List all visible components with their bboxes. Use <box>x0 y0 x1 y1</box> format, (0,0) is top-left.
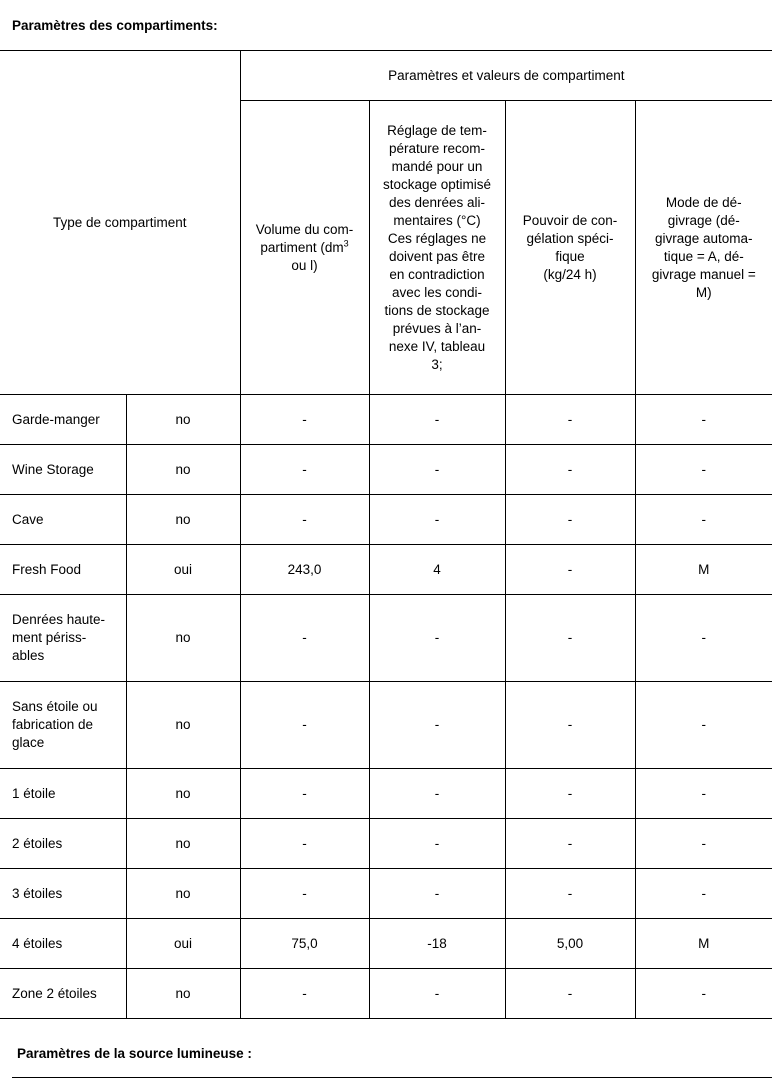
header-defrost-line: Mode de dé- <box>665 194 742 210</box>
compartment-name-line: 4 étoiles <box>12 935 63 951</box>
compartment-name-line: glace <box>12 735 45 750</box>
table-row <box>0 445 772 495</box>
presence-cell: no <box>126 769 240 819</box>
compartment-name-cell <box>0 495 126 545</box>
header-parameters-group: Paramètres et valeurs de compartiment <box>240 51 772 101</box>
freezing-capacity-cell: - <box>505 395 635 445</box>
defrost-mode-cell: - <box>635 395 772 445</box>
temperature-cell: - <box>369 819 505 869</box>
header-temperature-line: stockage optimisé <box>382 176 492 192</box>
defrost-mode-cell: - <box>635 969 772 1019</box>
compartment-name-line: Garde-manger <box>12 411 100 427</box>
compartment-name-line: 2 étoiles <box>12 835 63 851</box>
table-row <box>0 545 772 595</box>
defrost-mode-cell: M <box>635 919 772 969</box>
defrost-mode-cell: - <box>635 869 772 919</box>
header-temperature-line: tions de stockage <box>384 302 490 318</box>
volume-cell: - <box>240 445 369 495</box>
volume-cell: - <box>240 969 369 1019</box>
header-temperature-line: 3; <box>431 356 443 372</box>
table-row <box>0 969 772 1019</box>
section-title-light-source: Paramètres de la source lumineuse : <box>17 1046 252 1061</box>
compartment-name-cell <box>0 545 126 595</box>
temperature-cell: -18 <box>369 919 505 969</box>
header-temperature-line: mandé pour un <box>391 158 483 174</box>
compartment-name-line: Cave <box>12 511 44 527</box>
compartment-name-line: Fresh Food <box>12 561 82 577</box>
freezing-capacity-cell: - <box>505 495 635 545</box>
compartment-name-cell <box>0 969 126 1019</box>
header-freezing-capacity <box>505 101 635 395</box>
volume-cell: - <box>240 769 369 819</box>
header-temperature-line: en contradiction <box>389 266 485 282</box>
header-volume-line: ou l) <box>291 257 318 273</box>
header-volume-superscript: 3 <box>343 238 349 248</box>
temperature-cell: - <box>369 682 505 769</box>
table-row <box>0 819 772 869</box>
volume-cell: - <box>240 869 369 919</box>
header-freezing-line: gélation spéci- <box>526 230 614 246</box>
compartment-parameters-table <box>0 50 772 1019</box>
header-temperature-line: avec les condi- <box>391 284 483 300</box>
freezing-capacity-cell: - <box>505 819 635 869</box>
defrost-mode-cell: - <box>635 495 772 545</box>
table-row <box>0 395 772 445</box>
header-temperature-line: des denrées ali- <box>388 194 486 210</box>
defrost-mode-cell: - <box>635 445 772 495</box>
header-defrost-mode <box>635 101 772 395</box>
presence-cell: no <box>126 682 240 769</box>
volume-cell: - <box>240 595 369 682</box>
defrost-mode-cell: M <box>635 545 772 595</box>
freezing-capacity-cell: - <box>505 545 635 595</box>
header-temperature-line: mentaires (°C) <box>393 212 481 228</box>
table-row <box>0 495 772 545</box>
defrost-mode-cell: - <box>635 769 772 819</box>
table-row <box>0 682 772 769</box>
compartment-name-cell <box>0 595 126 682</box>
header-temperature-line: pérature recom- <box>388 140 486 156</box>
header-defrost-line: tique = A, dé- <box>663 248 744 264</box>
compartment-name-line: 1 étoile <box>12 785 56 801</box>
presence-cell: no <box>126 495 240 545</box>
compartment-name-line: 3 étoiles <box>12 885 63 901</box>
compartment-name-line: Wine Storage <box>12 461 94 477</box>
table-row <box>0 869 772 919</box>
compartment-name-line: ment périss- <box>12 630 87 645</box>
header-temperature-line: doivent pas être <box>388 248 486 264</box>
compartment-name-cell <box>0 869 126 919</box>
header-freezing-line: (kg/24 h) <box>543 266 597 282</box>
header-defrost-line: givrage (dé- <box>667 212 740 228</box>
volume-cell: - <box>240 819 369 869</box>
header-volume-line: Volume du com- <box>255 221 354 237</box>
section-title-compartments: Paramètres des compartiments: <box>12 18 218 33</box>
header-defrost-line: givrage manuel = <box>651 266 756 282</box>
header-volume <box>240 101 369 395</box>
header-compartment-type: Type de compartiment <box>0 51 240 395</box>
freezing-capacity-cell: - <box>505 595 635 682</box>
volume-cell: - <box>240 682 369 769</box>
header-volume-line <box>245 239 365 257</box>
table-body <box>0 395 772 1019</box>
header-freezing-line: fique <box>555 248 585 264</box>
presence-cell: no <box>126 395 240 445</box>
temperature-cell: - <box>369 595 505 682</box>
header-freezing-line: Pouvoir de con- <box>522 212 618 228</box>
temperature-cell: 4 <box>369 545 505 595</box>
compartment-name-cell <box>0 445 126 495</box>
volume-cell: 75,0 <box>240 919 369 969</box>
compartment-name-cell <box>0 769 126 819</box>
freezing-capacity-cell: - <box>505 869 635 919</box>
header-volume-unit-text: partiment (dm <box>260 239 344 255</box>
temperature-cell: - <box>369 495 505 545</box>
freezing-capacity-cell: 5,00 <box>505 919 635 969</box>
freezing-capacity-cell: - <box>505 769 635 819</box>
temperature-cell: - <box>369 769 505 819</box>
presence-cell: no <box>126 595 240 682</box>
compartment-name-cell <box>0 682 126 769</box>
compartment-name-cell <box>0 819 126 869</box>
compartment-name-cell <box>0 395 126 445</box>
compartment-name-line: Denrées haute- <box>12 612 106 627</box>
header-temperature-line: nexe IV, tableau <box>388 338 486 354</box>
header-temperature <box>369 101 505 395</box>
header-temperature-line: Réglage de tem- <box>387 122 487 138</box>
presence-cell: oui <box>126 919 240 969</box>
temperature-cell: - <box>369 869 505 919</box>
freezing-capacity-cell: - <box>505 445 635 495</box>
temperature-cell: - <box>369 969 505 1019</box>
header-temperature-line: Ces réglages ne <box>387 230 487 246</box>
header-defrost-line: M) <box>695 284 712 300</box>
header-temperature-line: prévues à l’an- <box>392 320 482 336</box>
temperature-cell: - <box>369 445 505 495</box>
compartment-name-line: fabrication de <box>12 717 94 732</box>
compartment-name-line: Zone 2 étoiles <box>12 985 97 1001</box>
defrost-mode-cell: - <box>635 682 772 769</box>
presence-cell: no <box>126 819 240 869</box>
volume-cell: 243,0 <box>240 545 369 595</box>
compartment-name-line: ables <box>12 648 45 663</box>
table-row <box>0 769 772 819</box>
presence-cell: no <box>126 869 240 919</box>
compartment-name-line: Sans étoile ou <box>12 699 98 714</box>
freezing-capacity-cell: - <box>505 682 635 769</box>
presence-cell: no <box>126 969 240 1019</box>
presence-cell: oui <box>126 545 240 595</box>
table-row <box>0 595 772 682</box>
compartment-name-cell <box>0 919 126 969</box>
presence-cell: no <box>126 445 240 495</box>
section-divider <box>12 1077 772 1078</box>
freezing-capacity-cell: - <box>505 969 635 1019</box>
volume-cell: - <box>240 495 369 545</box>
defrost-mode-cell: - <box>635 595 772 682</box>
table-row <box>0 919 772 969</box>
header-defrost-line: givrage automa- <box>655 230 753 246</box>
volume-cell: - <box>240 395 369 445</box>
defrost-mode-cell: - <box>635 819 772 869</box>
temperature-cell: - <box>369 395 505 445</box>
